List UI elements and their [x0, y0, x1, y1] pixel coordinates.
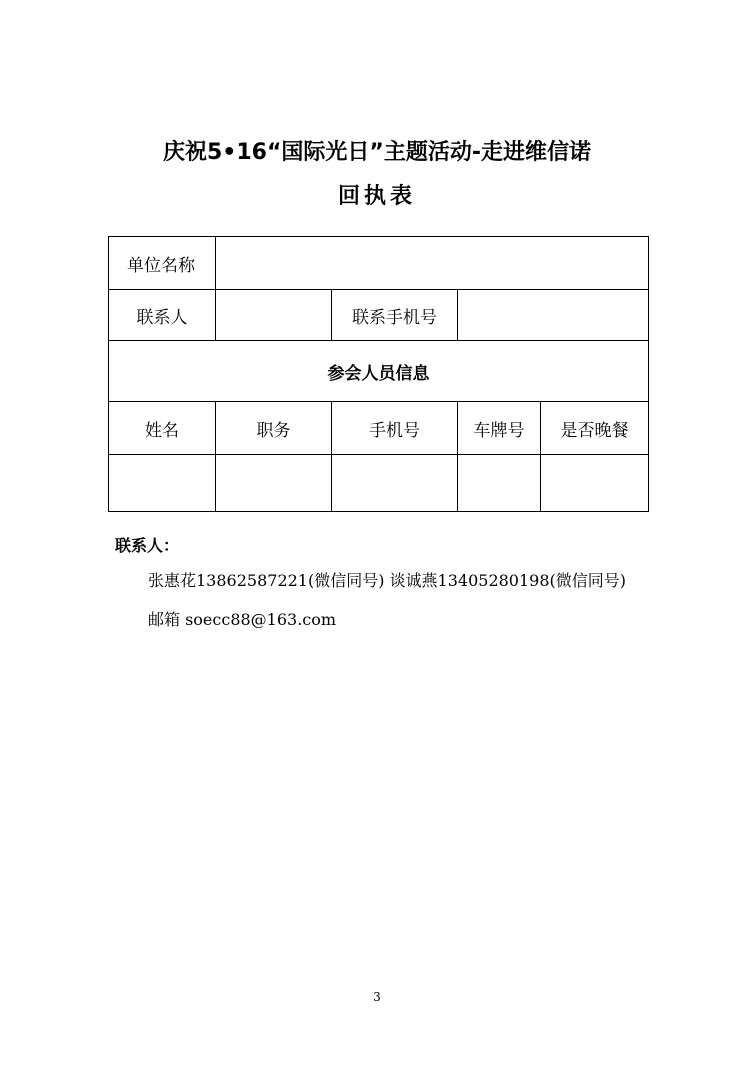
receipt-form-table: [108, 236, 649, 512]
contacts-email-line: 邮箱 soecc88@163.com: [148, 610, 337, 629]
column-header-plate: 车牌号: [458, 402, 541, 455]
contacts-heading: 联系人：: [115, 536, 180, 555]
column-header-dinner: 是否晚餐: [541, 402, 649, 455]
participant-header-row: [109, 402, 649, 455]
column-header-name: 姓名: [109, 402, 216, 455]
column-header-phone: 手机号: [332, 402, 458, 455]
contact-row: [109, 290, 649, 341]
page-subtitle: 回执表: [337, 184, 416, 209]
participant-phone-cell[interactable]: [332, 455, 458, 512]
participant-plate-cell[interactable]: [458, 455, 541, 512]
participant-dinner-cell[interactable]: [541, 455, 649, 512]
participants-section-row: [109, 341, 649, 402]
contacts-people-line: 张惠花13862587221(微信同号) 谈诚燕13405280198(微信同号): [148, 571, 627, 590]
contact-person-label: 联系人: [109, 290, 216, 341]
contact-person-value-cell[interactable]: [216, 290, 332, 341]
participant-name-cell[interactable]: [109, 455, 216, 512]
contact-phone-label: 联系手机号: [332, 290, 458, 341]
page-number: 3: [373, 990, 381, 1004]
org-name-row: [109, 237, 649, 290]
contact-phone-value-cell[interactable]: [458, 290, 649, 341]
participants-section-heading: 参会人员信息: [109, 341, 649, 402]
participant-row: [109, 455, 649, 512]
org-name-value-cell[interactable]: [216, 237, 649, 290]
org-name-label: 单位名称: [109, 237, 216, 290]
column-header-position: 职务: [216, 402, 332, 455]
participant-position-cell[interactable]: [216, 455, 332, 512]
page-title: 庆祝5•16“国际光日”主题活动-走进维信诺: [162, 140, 592, 165]
